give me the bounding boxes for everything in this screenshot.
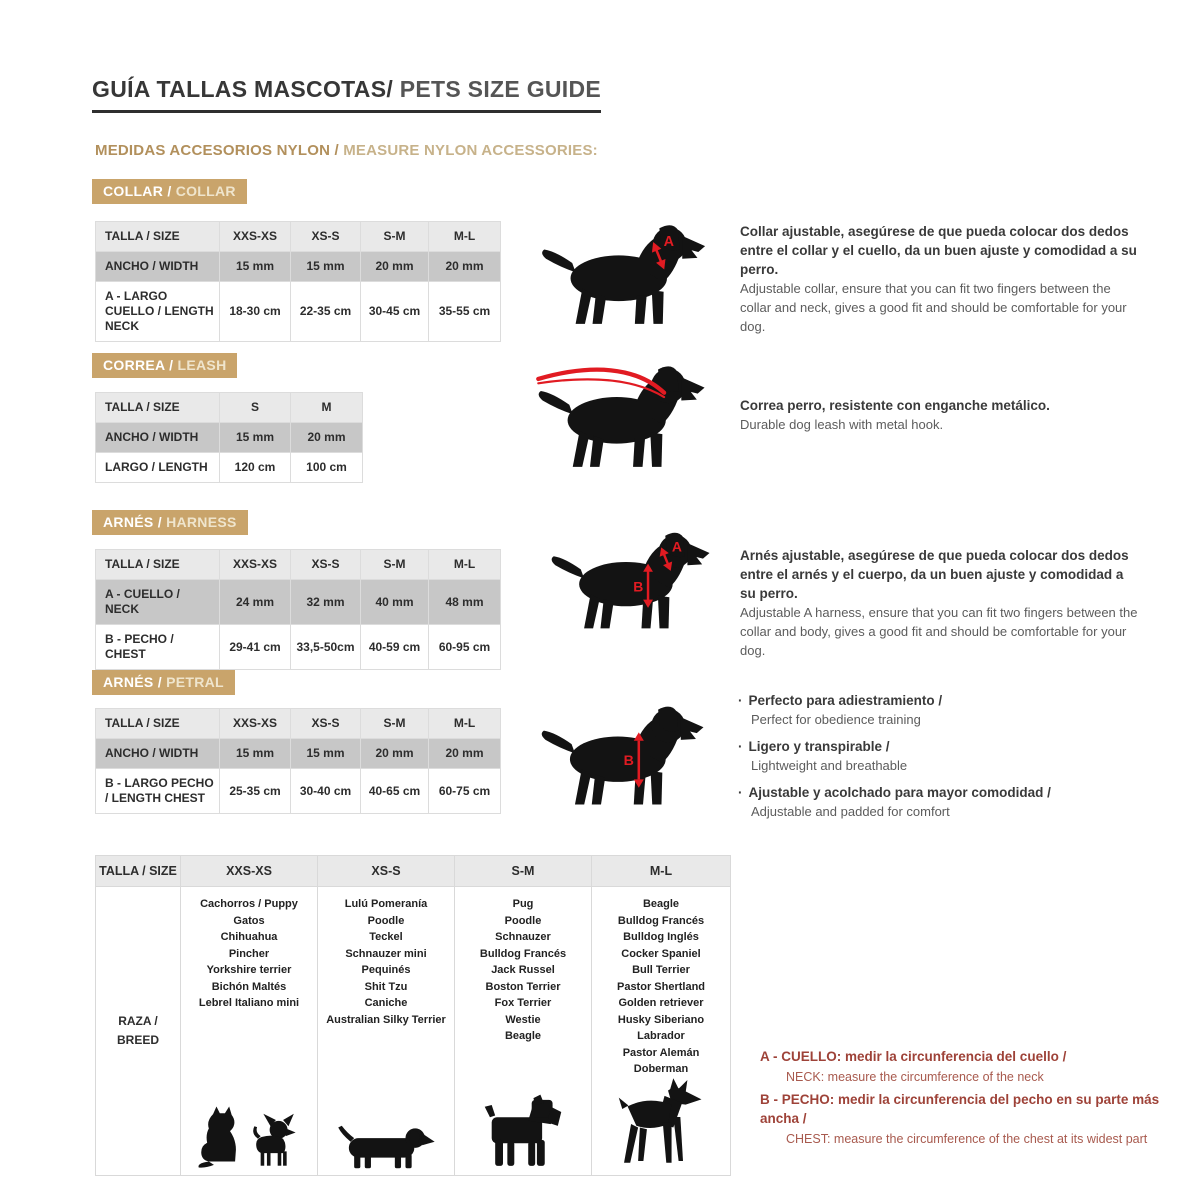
breed-item: Bulldog Inglés: [623, 931, 699, 943]
doberman-silhouette: [617, 1078, 705, 1170]
collar-desc-es: Collar ajustable, asegúrese de que pueda colocar dos dedos entre el collar y el cuello, da un buen ajuste y comodidad a su perro.: [740, 224, 1137, 278]
breed-column-s-m: [455, 887, 592, 1176]
table-header-cell: TALLA / SIZE: [96, 856, 181, 887]
breed-list: [183, 896, 315, 1012]
breed-item: Cocker Spaniel: [621, 947, 701, 960]
table-header-cell: XS-S: [318, 856, 455, 887]
breed-item: Pastor Alemán: [622, 1046, 700, 1059]
table-header-cell: M-L: [592, 856, 731, 887]
harness-size-table: [95, 549, 501, 670]
table-cell: 32 mm: [291, 580, 361, 625]
breed-item: Schnauzer: [495, 931, 551, 943]
table-cell: 33,5-50cm: [291, 625, 361, 670]
table-header-cell: S-M: [361, 550, 429, 580]
badge-collar-es: COLLAR /: [103, 183, 176, 199]
table-row: [96, 887, 731, 1176]
list-item: [738, 738, 1098, 775]
table-row: [96, 739, 501, 769]
measure-a-label: A: [671, 538, 682, 555]
table-row: [96, 625, 501, 670]
breed-item: Cachorros / Puppy: [200, 898, 298, 910]
table-header-cell: S: [220, 393, 291, 423]
table-row: [96, 453, 363, 483]
table-cell: 18-30 cm: [220, 282, 291, 342]
breed-item: Teckel: [369, 931, 403, 943]
breed-column-xs-s: [318, 887, 455, 1176]
badge-harness-en: HARNESS: [166, 514, 237, 530]
table-cell: 30-45 cm: [361, 282, 429, 342]
note-neck-en: NECK: measure the circumference of the neck: [786, 1069, 1044, 1084]
row-label: B - PECHO / CHEST: [96, 625, 220, 670]
table-cell: 60-75 cm: [429, 769, 501, 814]
table-row: [96, 856, 731, 887]
breed-item: Fox Terrier: [494, 997, 552, 1009]
breed-item: Schnauzer mini: [345, 947, 427, 960]
page-subtitle-es: MEDIDAS ACCESORIOS NYLON /: [95, 142, 344, 159]
table-cell: 20 mm: [361, 252, 429, 282]
list-item: [738, 692, 1098, 729]
table-header-cell: M-L: [429, 222, 501, 252]
breed-item: Bulldog Francés: [617, 914, 705, 927]
breed-item: Bull Terrier: [632, 964, 690, 976]
section-badge-collar: [92, 179, 247, 204]
breed-item: Caniche: [364, 997, 408, 1009]
breed-list: [320, 896, 452, 1028]
table-cell: 15 mm: [220, 252, 291, 282]
table-header-cell: XXS-XS: [181, 856, 318, 887]
table-cell: 15 mm: [291, 739, 361, 769]
breed-item: Beagle: [642, 898, 680, 910]
breed-item: Beagle: [504, 1030, 542, 1042]
page-title-es: GUÍA TALLAS MASCOTAS/: [92, 76, 394, 102]
table-row: [96, 580, 501, 625]
table-cell: 29-41 cm: [220, 625, 291, 670]
badge-harness-es: ARNÉS /: [103, 514, 167, 530]
page-subtitle: [95, 142, 598, 159]
dog-leash-diagram: [532, 360, 710, 472]
section-badge-leash: [92, 353, 237, 378]
table-cell: 40-65 cm: [361, 769, 429, 814]
leash-size-table: [95, 392, 363, 483]
breed-item: Lebrel Italiano mini: [198, 997, 300, 1009]
dachshund-silhouette: [336, 1124, 436, 1170]
harness-description: [740, 546, 1142, 661]
table-cell: 15 mm: [220, 423, 291, 453]
breed-size-table: [95, 855, 731, 1176]
table-row: [96, 393, 363, 423]
dog-harness-diagram: [548, 523, 712, 637]
breed-row-label: [96, 887, 181, 1176]
row-label: ANCHO / WIDTH: [96, 739, 220, 769]
table-cell: 25-35 cm: [220, 769, 291, 814]
breed-list: [594, 896, 728, 1078]
petral-size-table: [95, 708, 501, 814]
table-row: [96, 222, 501, 252]
page-subtitle-en: MEASURE NYLON ACCESSORIES:: [343, 142, 598, 159]
measure-a-label: A: [663, 234, 675, 251]
breed-list: [457, 896, 589, 1045]
row-label: ANCHO / WIDTH: [96, 423, 220, 453]
breed-item: Lulú Pomeranía: [344, 898, 428, 910]
table-cell: 48 mm: [429, 580, 501, 625]
note-chest-es: B - PECHO: medir la circunferencia del pecho en su parte más ancha /: [760, 1091, 1160, 1126]
breed-item: Poodle: [367, 914, 405, 927]
table-row: [96, 709, 501, 739]
breed-item: Husky Siberiano: [617, 1013, 705, 1026]
breed-column-m-l: [592, 887, 731, 1176]
table-header-cell: XS-S: [291, 550, 361, 580]
measure-notes: [760, 1048, 1185, 1152]
table-cell: 20 mm: [429, 739, 501, 769]
table-cell: 20 mm: [291, 423, 363, 453]
table-header-cell: M-L: [429, 550, 501, 580]
table-cell: 15 mm: [291, 252, 361, 282]
table-row: [96, 550, 501, 580]
breed-item: Bichón Maltés: [211, 980, 287, 993]
section-badge-petral: [92, 670, 235, 695]
breed-item: Chihuahua: [220, 931, 278, 943]
table-cell: 35-55 cm: [429, 282, 501, 342]
breed-item: Westie: [505, 1013, 541, 1026]
breed-row-label-es: RAZA /: [118, 1013, 158, 1028]
table-header-cell: S-M: [361, 709, 429, 739]
collar-size-table: [95, 221, 501, 342]
cat-silhouette: [197, 1104, 241, 1170]
breed-column-xxs-xs: [181, 887, 318, 1176]
table-cell: 15 mm: [220, 739, 291, 769]
leash-description: [740, 396, 1142, 435]
table-header-cell: TALLA / SIZE: [96, 550, 220, 580]
table-header-cell: TALLA / SIZE: [96, 222, 220, 252]
table-cell: 100 cm: [291, 453, 363, 483]
leash-desc-es: Correa perro, resistente con enganche metálico.: [740, 398, 1050, 413]
bullet-es: · Perfecto para adiestramiento /: [738, 692, 1098, 711]
bullet-es: · Ligero y transpirable /: [738, 738, 1098, 757]
table-header-cell: M-L: [429, 709, 501, 739]
row-label: LARGO / LENGTH: [96, 453, 220, 483]
note-chest-en: CHEST: measure the circumference of the chest at its widest part: [786, 1131, 1148, 1146]
table-row: [96, 282, 501, 342]
bullet-en: Perfect for obedience training: [751, 711, 921, 727]
breed-item: Australian Silky Terrier: [326, 1013, 446, 1026]
badge-leash-en: LEASH: [177, 357, 227, 373]
breed-item: Doberman: [633, 1063, 689, 1075]
table-cell: 40 mm: [361, 580, 429, 625]
row-label: A - CUELLO / NECK: [96, 580, 220, 625]
table-cell: 30-40 cm: [291, 769, 361, 814]
badge-petral-es: ARNÉS /: [103, 674, 167, 690]
table-cell: 40-59 cm: [361, 625, 429, 670]
breed-item: Labrador: [637, 1030, 685, 1042]
collar-description: [740, 222, 1142, 337]
breed-row-label-en: BREED: [116, 1032, 159, 1047]
section-badge-harness: [92, 510, 248, 535]
table-header-cell: XXS-XS: [220, 550, 291, 580]
harness-desc-en: Adjustable A harness, ensure that you can fit two fingers between the collar and body, gives a good fit and should be comfortable for your dog.: [740, 605, 1138, 659]
table-row: [96, 769, 501, 814]
schnauzer-silhouette: [483, 1094, 563, 1170]
breed-item: Jack Russel: [491, 964, 555, 976]
table-header-cell: XXS-XS: [220, 222, 291, 252]
harness-desc-es: Arnés ajustable, asegúrese de que pueda colocar dos dedos entre el arnés y el cuerpo, da un buen ajuste y comodidad a su perro.: [740, 548, 1129, 602]
table-cell: 60-95 cm: [429, 625, 501, 670]
table-cell: 20 mm: [429, 252, 501, 282]
table-cell: 24 mm: [220, 580, 291, 625]
leash-desc-en: Durable dog leash with metal hook.: [740, 417, 944, 433]
petral-feature-list: [738, 692, 1098, 830]
breed-item: Yorkshire terrier: [206, 964, 292, 976]
table-row: [96, 423, 363, 453]
table-header-cell: S-M: [455, 856, 592, 887]
note-chest: [760, 1091, 1185, 1148]
table-header-cell: XXS-XS: [220, 709, 291, 739]
breed-item: Bulldog Francés: [479, 947, 567, 960]
collar-desc-en: Adjustable collar, ensure that you can fit two fingers between the collar and neck, gives a good fit and should be comfortable for your dog.: [740, 281, 1127, 335]
table-row: [96, 252, 501, 282]
table-cell: 120 cm: [220, 453, 291, 483]
dog-collar-diagram: [538, 219, 708, 329]
list-item: [738, 784, 1098, 821]
table-header-cell: XS-S: [291, 222, 361, 252]
breed-item: Boston Terrier: [485, 980, 561, 993]
breed-item: Pincher: [228, 947, 270, 960]
table-cell: 22-35 cm: [291, 282, 361, 342]
table-header-cell: S-M: [361, 222, 429, 252]
breed-item: Golden retriever: [618, 997, 704, 1009]
bullet-en: Adjustable and padded for comfort: [751, 804, 950, 820]
measure-b-label: B: [633, 578, 644, 595]
dog-petral-diagram: [538, 697, 706, 813]
table-header-cell: TALLA / SIZE: [96, 709, 220, 739]
table-header-cell: TALLA / SIZE: [96, 393, 220, 423]
breed-item: Poodle: [504, 914, 542, 927]
breed-item: Pequinés: [361, 964, 411, 976]
page-title: [92, 76, 601, 113]
chihuahua-silhouette: [249, 1113, 301, 1170]
bullet-es: · Ajustable y acolchado para mayor comodidad /: [738, 784, 1098, 803]
breed-item: Pastor Shertland: [616, 980, 706, 993]
row-label: ANCHO / WIDTH: [96, 252, 220, 282]
badge-collar-en: COLLAR: [175, 183, 236, 199]
breed-item: Shit Tzu: [364, 980, 408, 993]
table-header-cell: M: [291, 393, 363, 423]
page-title-en: PETS SIZE GUIDE: [393, 76, 602, 102]
badge-petral-en: PETRAL: [166, 674, 224, 690]
row-label: B - LARGO PECHO / LENGTH CHEST: [96, 769, 220, 814]
breed-item: Gatos: [233, 914, 265, 927]
note-neck: [760, 1048, 1185, 1086]
table-header-cell: XS-S: [291, 709, 361, 739]
badge-leash-es: CORREA /: [103, 357, 178, 373]
row-label: A - LARGO CUELLO / LENGTH NECK: [96, 282, 220, 342]
bullet-en: Lightweight and breathable: [751, 757, 908, 773]
note-neck-es: A - CUELLO: medir la circunferencia del cuello /: [760, 1049, 1067, 1064]
breed-item: Pug: [512, 898, 534, 910]
measure-b-label: B: [623, 753, 634, 770]
table-cell: 20 mm: [361, 739, 429, 769]
